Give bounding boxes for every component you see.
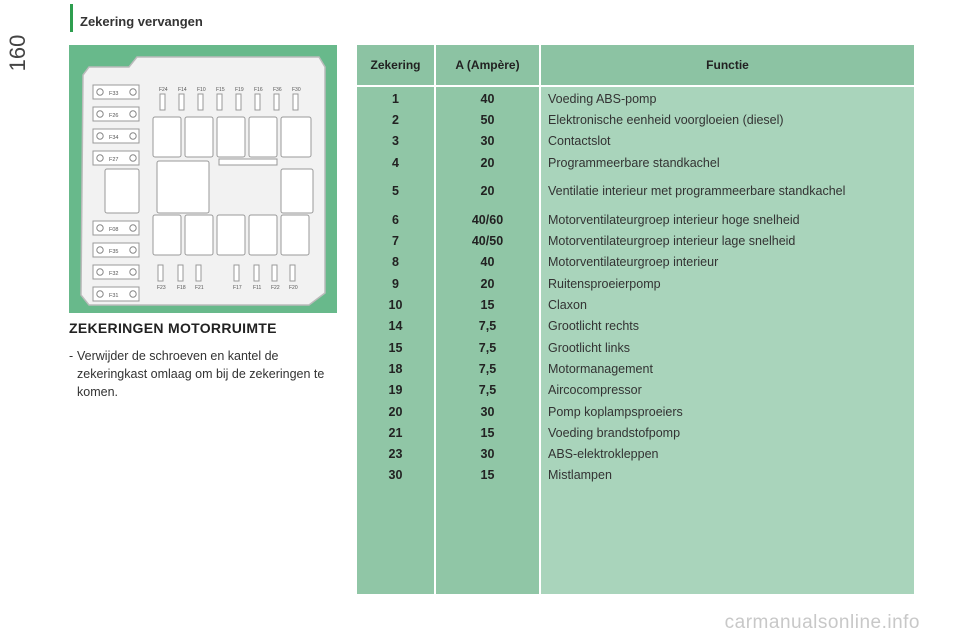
fuse-amperage: 40/60 xyxy=(471,212,504,227)
fuse-amperage: 30 xyxy=(480,404,495,419)
mini-fuse xyxy=(272,265,277,281)
fuse-number: 2 xyxy=(392,112,399,127)
relay-box xyxy=(281,117,311,157)
fuse-table xyxy=(357,45,914,594)
mini-fuse xyxy=(158,265,163,281)
table-row xyxy=(357,173,914,209)
fuse-number: 30 xyxy=(388,468,403,483)
relay-box xyxy=(249,117,277,157)
fuse-number: 14 xyxy=(388,319,403,334)
fuse-function: Voeding brandstofpomp xyxy=(548,425,681,440)
fuse-number: 18 xyxy=(388,361,403,376)
fuse-function: Grootlicht rechts xyxy=(548,319,640,334)
fuse-function: Motorventilateurgroep interieur xyxy=(548,255,719,270)
fuse-amperage: 30 xyxy=(480,447,495,462)
fuse-label: F17 xyxy=(233,285,242,291)
fuse-function: Voeding ABS-pomp xyxy=(548,91,657,106)
fuse-number: 20 xyxy=(388,404,403,419)
relay-box xyxy=(153,215,181,255)
relay-box xyxy=(249,215,277,255)
fuse-label: F20 xyxy=(289,285,298,291)
table-row xyxy=(357,337,914,358)
relay-box xyxy=(157,161,209,213)
fuse-amperage: 30 xyxy=(480,134,495,149)
instruction-line-1: Verwijder de schroeven en kantel de xyxy=(77,349,279,363)
fuse-number: 21 xyxy=(388,425,403,440)
fuse-function: Motormanagement xyxy=(548,361,653,376)
fuse-function: Claxon xyxy=(548,298,587,313)
fuse-amperage: 40 xyxy=(480,91,495,106)
fuse-number: 1 xyxy=(392,91,399,106)
table-row xyxy=(357,465,914,486)
relay-box xyxy=(281,169,313,213)
fuse-number: 7 xyxy=(392,234,399,249)
relay-box xyxy=(185,215,213,255)
fuse-function: Programmeerbare standkachel xyxy=(548,155,720,170)
table-row xyxy=(357,252,914,273)
fuse-label: F30 xyxy=(292,87,301,93)
instruction-line-2: zekeringkast omlaag om bij de zekeringen te komen. xyxy=(77,367,325,399)
mini-fuse xyxy=(255,94,260,110)
table-row xyxy=(357,273,914,294)
fuse-function: Contactslot xyxy=(548,134,611,149)
fuse-amperage: 15 xyxy=(480,298,495,313)
table-row xyxy=(357,422,914,443)
fuse-label: F10 xyxy=(197,87,206,93)
fuse-number: 19 xyxy=(388,383,403,398)
fuse-amperage: 50 xyxy=(480,112,495,127)
fuse-number: 9 xyxy=(392,276,399,291)
fuse-number: 4 xyxy=(392,155,399,170)
mini-fuse xyxy=(198,94,203,110)
fuse-amperage: 7,5 xyxy=(478,319,497,334)
fuse-amperage: 7,5 xyxy=(478,383,497,398)
fuse-label: F31 xyxy=(109,293,119,299)
fuse-label: F19 xyxy=(235,87,244,93)
relay-box xyxy=(217,215,245,255)
fuse-amperage: 20 xyxy=(480,155,495,170)
relay-box xyxy=(153,117,181,157)
mini-fuse xyxy=(236,94,241,110)
connector-bar xyxy=(219,159,277,165)
fuse-function: Motorventilateurgroep interieur hoge snelheid xyxy=(548,212,800,227)
mini-fuse xyxy=(274,94,279,110)
table-row xyxy=(357,152,914,173)
table-header xyxy=(357,45,914,85)
fuse-amperage: 20 xyxy=(480,184,495,199)
mini-fuse xyxy=(196,265,201,281)
mini-fuse xyxy=(293,94,298,110)
fuse-label: F18 xyxy=(177,285,186,291)
fuse-function: Ruitensproeierpomp xyxy=(548,276,661,291)
table-row xyxy=(357,209,914,230)
fuse-label: F21 xyxy=(195,285,204,291)
fuse-number: 6 xyxy=(392,212,399,227)
fuse-label: F34 xyxy=(109,135,119,141)
mini-fuse xyxy=(254,265,259,281)
fuse-number: 5 xyxy=(392,184,399,199)
fuse-amperage: 15 xyxy=(480,425,495,440)
fuse-function: Pomp koplampsproeiers xyxy=(548,404,683,419)
fuse-function: Elektronische eenheid voorgloeien (diesel) xyxy=(548,112,784,127)
fuse-label: F32 xyxy=(109,271,119,277)
fuse-number: 10 xyxy=(388,298,403,313)
page-number: 160 xyxy=(5,34,30,72)
fuse-label: F16 xyxy=(254,87,263,93)
fuse-label: F35 xyxy=(109,249,119,255)
fuse-amperage: 7,5 xyxy=(478,361,497,376)
relay-box xyxy=(217,117,245,157)
fuse-label: F15 xyxy=(216,87,225,93)
mini-fuse xyxy=(217,94,222,110)
instruction-dash: - xyxy=(69,349,74,363)
fuse-function: ABS-elektrokleppen xyxy=(548,447,659,462)
fuse-function: Motorventilateurgroep interieur lage snelheid xyxy=(548,234,796,249)
fuse-box-illustration xyxy=(69,45,337,313)
fuse-label: F11 xyxy=(253,285,262,291)
table-row xyxy=(357,131,914,152)
section-title: Zekering vervangen xyxy=(80,14,203,29)
table-row xyxy=(357,358,914,379)
table-row xyxy=(357,380,914,401)
fuse-function: Ventilatie interieur met programmeerbare standkachel xyxy=(548,184,846,199)
relay-box xyxy=(281,215,309,255)
fuse-label: F22 xyxy=(271,285,280,291)
relay-box xyxy=(185,117,213,157)
mini-fuse xyxy=(160,94,165,110)
green-accent-bar xyxy=(70,4,73,32)
fuse-label: F08 xyxy=(109,227,119,233)
mini-fuse xyxy=(179,94,184,110)
fuse-amperage: 40 xyxy=(480,255,495,270)
fuse-label: F23 xyxy=(157,285,166,291)
table-row xyxy=(357,230,914,251)
header-fuse: Zekering xyxy=(357,45,434,85)
table-row xyxy=(357,109,914,130)
header-function: Functie xyxy=(541,45,914,85)
mini-fuse xyxy=(290,265,295,281)
header-divider xyxy=(357,85,914,87)
instruction-text xyxy=(69,347,344,401)
fuse-number: 15 xyxy=(388,340,403,355)
fuse-function: Mistlampen xyxy=(548,468,612,483)
table-row xyxy=(357,88,914,109)
fuse-amperage: 40/50 xyxy=(471,234,504,249)
table-row xyxy=(357,316,914,337)
table-body xyxy=(357,88,914,486)
fuse-function: Aircocompressor xyxy=(548,383,642,398)
table-row xyxy=(357,294,914,315)
fuse-box-diagram xyxy=(69,45,337,313)
fuse-amperage: 7,5 xyxy=(478,340,497,355)
fuse-label: F33 xyxy=(109,91,119,97)
fuse-label: F26 xyxy=(109,113,119,119)
mini-fuse xyxy=(234,265,239,281)
fuse-amperage: 15 xyxy=(480,468,495,483)
fuse-amperage: 20 xyxy=(480,276,495,291)
section-heading: ZEKERINGEN MOTORRUIMTE xyxy=(69,320,277,336)
fuse-number: 23 xyxy=(388,447,403,462)
fuse-label: F24 xyxy=(159,87,168,93)
fuse-label: F36 xyxy=(273,87,282,93)
relay-box xyxy=(105,169,139,213)
fuse-number: 3 xyxy=(392,134,399,149)
header-amp: A (Ampère) xyxy=(436,45,539,85)
fuse-function: Grootlicht links xyxy=(548,340,630,355)
mini-fuse xyxy=(178,265,183,281)
fuse-number: 8 xyxy=(392,255,399,270)
fuse-label: F27 xyxy=(109,157,119,163)
fuse-label: F14 xyxy=(178,87,187,93)
table-row xyxy=(357,443,914,464)
watermark: carmanualsonline.info xyxy=(724,612,920,633)
table-row xyxy=(357,401,914,422)
